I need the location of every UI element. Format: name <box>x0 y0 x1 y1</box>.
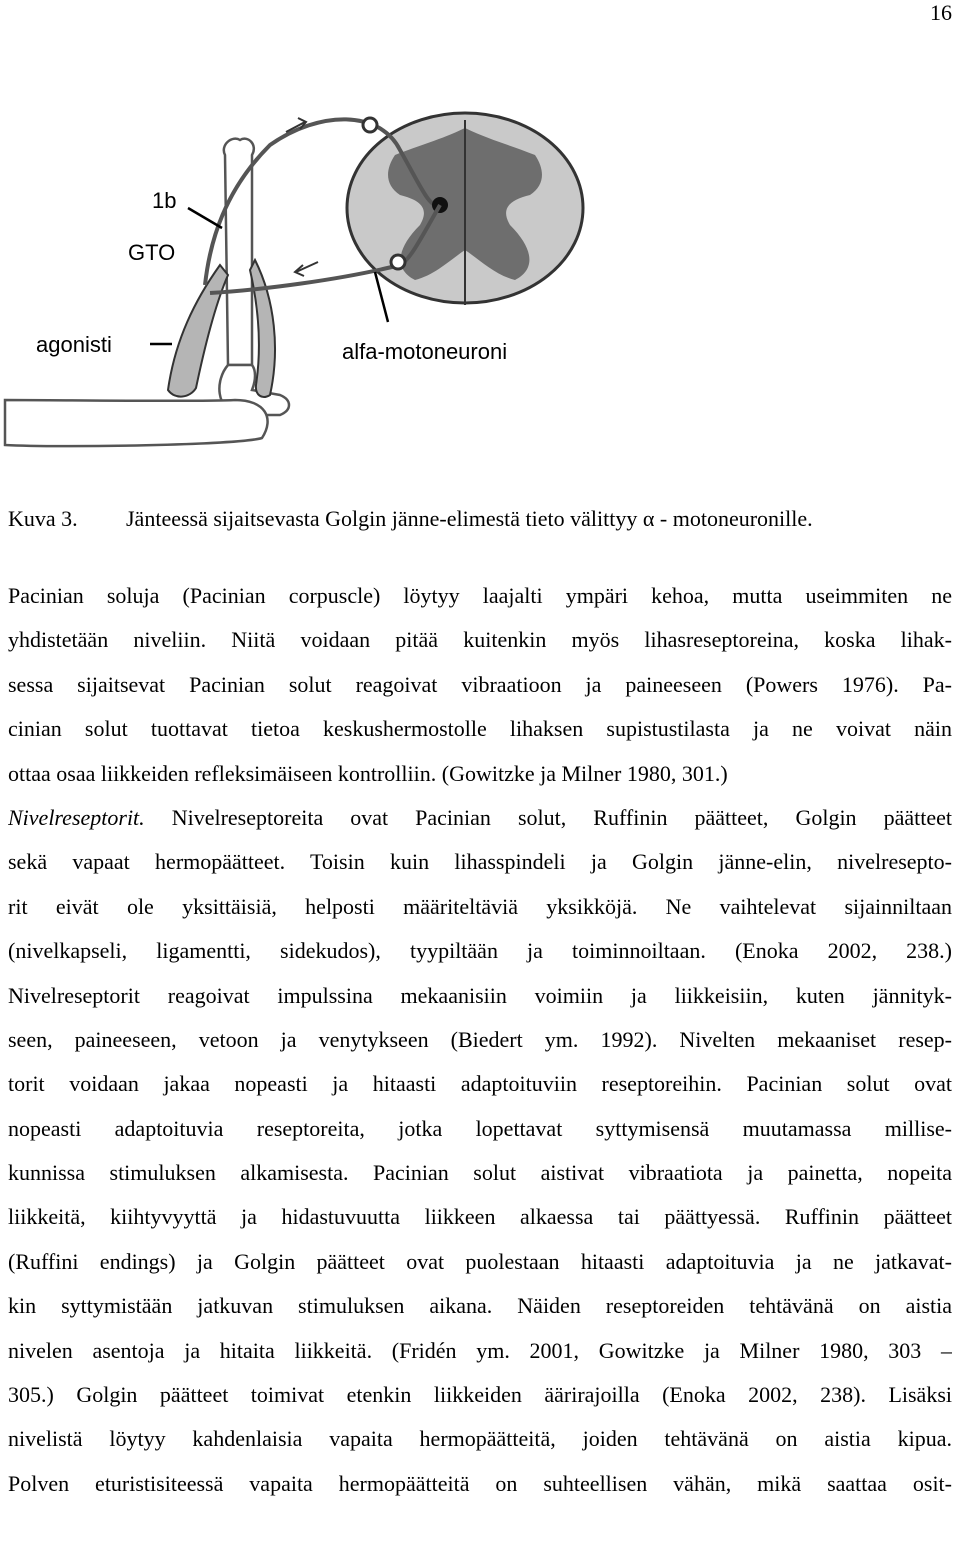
text-line: Nivelreseptorit reagoivat impulssina mekaanisiin voimiin ja liikkeisiin, kuten jännityk- <box>8 982 952 1008</box>
arm-bones <box>5 139 289 446</box>
text-line: seen, paineeseen, vetoon ja venytykseen (Biedert ym. 1992). Nivelten mekaaniset resep- <box>8 1026 952 1052</box>
text-line: yhdistetään niveliin. Niitä voidaan pitää kuitenkin myös lihasreseptoreina, koska lihak- <box>8 627 952 653</box>
section-heading-line <box>8 796 952 840</box>
afferent-cell-body <box>363 118 377 132</box>
spinal-cord-section <box>347 113 583 305</box>
motoneuron-cell <box>391 255 405 269</box>
reflex-diagram <box>0 100 600 470</box>
text-line: (nivelkapseli, ligamentti, sidekudos), tyypiltään ja toiminnoiltaan. (Enoka 2002, 238.) <box>8 938 952 964</box>
text-line: kunnissa stimuluksen alkamisesta. Pacinian solut aistivat vibraatiota ja painetta, nopeita <box>8 1160 952 1186</box>
arrow-icon <box>295 262 318 276</box>
text-line: sessa sijaitsevat Pacinian solut reagoivat vibraatioon ja paineeseen (Powers 1976). Pa- <box>8 671 952 697</box>
text-line: 305.) Golgin päätteet toimivat etenkin liikkeiden äärirajoilla (Enoka 2002, 238). Lisäksi <box>8 1382 952 1408</box>
label-gto: GTO <box>128 240 176 265</box>
text-line: nopeasti adaptoituvia reseptoreita, jotka lopettavat syttymisensä muutamassa millise- <box>8 1115 952 1141</box>
body-text <box>8 574 952 1506</box>
text-line: Pacinian soluja (Pacinian corpuscle) löytyy laajalti ympäri kehoa, mutta useimmiten ne <box>8 583 952 608</box>
heading-line-rest: Nivelreseptoreita ovat Pacinian solut, Ruffinin päätteet, Golgin päätteet <box>144 804 952 830</box>
page-number: 16 <box>930 0 952 25</box>
text-line: cinian solut tuottavat tietoa keskushermostolle lihaksen supistustilasta ja ne voivat näin <box>8 716 952 742</box>
caption-text: Jänteessä sijaitsevasta Golgin jänne-elimestä tieto välittyy α - motoneuronille. <box>126 506 813 531</box>
text-line: rit eivät ole yksittäisiä, helposti määriteltäviä yksikköjä. Ne vaihtelevat sijainniltaan <box>8 893 952 919</box>
text-line: nivelistä löytyy kahdenlaisia vapaita hermopäätteitä, joiden tehtävänä on aistia kipua. <box>8 1426 952 1452</box>
caption-label: Kuva 3. <box>8 506 78 531</box>
text-line: Polven eturistisiteessä vapaita hermopäätteitä on suhteellisen vähän, mikä saattaa osit- <box>8 1470 952 1496</box>
section-heading: Nivelreseptorit. <box>8 804 145 830</box>
label-alpha-motoneuron: alfa-motoneuroni <box>342 339 508 364</box>
text-line: ottaa osaa liikkeiden refleksimäiseen kontrolliin. (Gowitzke ja Milner 1980, 301.) <box>8 760 728 786</box>
text-line: torit voidaan jakaa nopeasti ja hitaasti adaptoituviin reseptoreihin. Pacinian solut ovat <box>8 1071 952 1097</box>
text-line: liikkeitä, kiihtyvyyttä ja hidastuvuutta liikkeen alkaessa tai päättyessä. Ruffinin päätteet <box>8 1204 952 1230</box>
text-line: nivelen asentoja ja hitaita liikkeitä. (Fridén ym. 2001, Gowitzke ja Milner 1980, 303 – <box>8 1337 952 1363</box>
text-line: sekä vapaat hermopäätteet. Toisin kuin lihasspindeli ja Golgin jänne-elin, nivelresepto- <box>8 849 952 875</box>
reflex-figure <box>0 100 600 470</box>
label-agonist: agonisti <box>36 332 112 357</box>
text-line: (Ruffini endings) ja Golgin päätteet ovat puolestaan hitaasti adaptoituvia ja ne jatkavat- <box>8 1248 952 1274</box>
figure-caption <box>8 506 813 532</box>
label-1b: 1b <box>152 188 177 213</box>
text-line: kin syttymistään jatkuvan stimuluksen aikana. Näiden reseptoreiden tehtävänä on aistia <box>8 1293 952 1319</box>
